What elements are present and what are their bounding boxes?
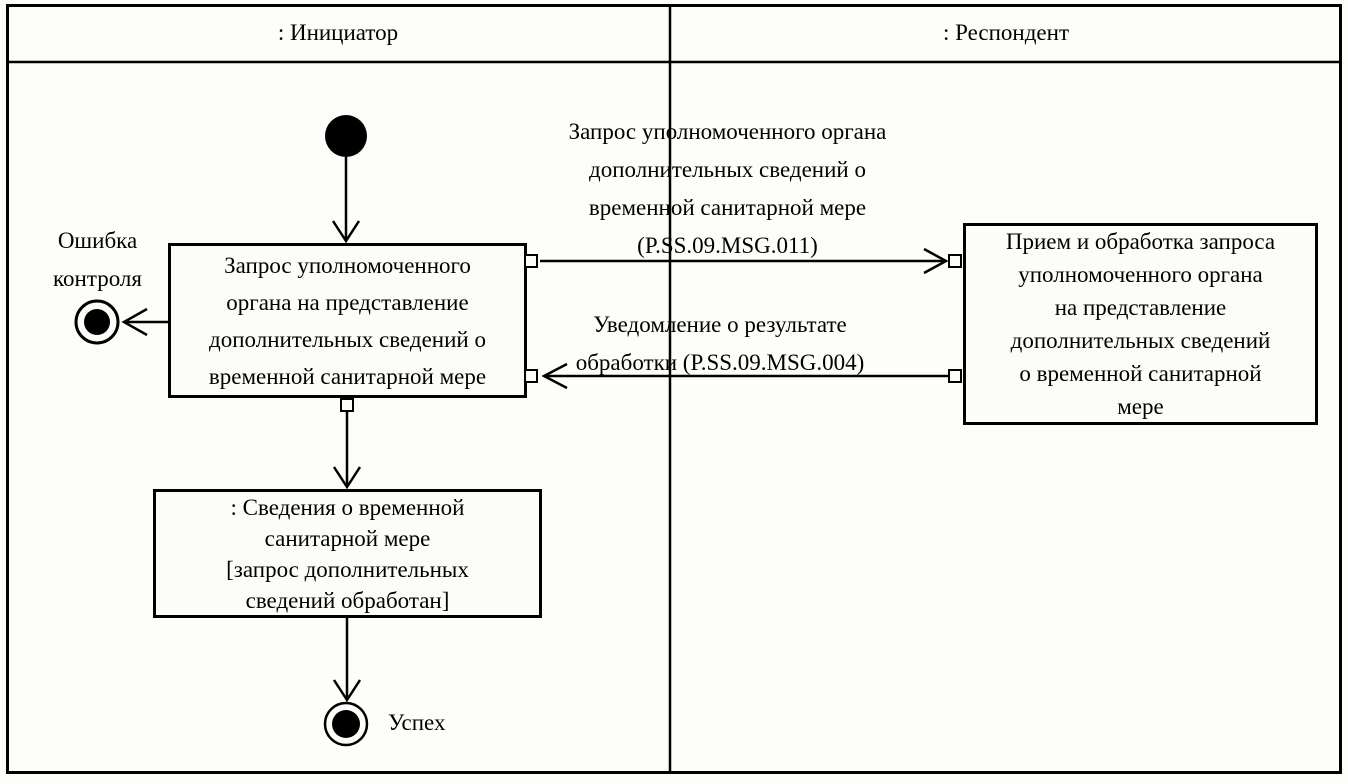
initial-node — [325, 115, 367, 157]
object-text-line: санитарной мере — [264, 525, 431, 551]
activity-text-line: дополнительных сведений о — [209, 326, 486, 352]
message-text-line: обработки (P.SS.09.MSG.004) — [575, 350, 865, 375]
connector-port-request-bottom — [340, 398, 354, 412]
message-text-line: Уведомление о результате — [593, 312, 847, 337]
activity-text-line: временной санитарной мере — [208, 363, 487, 389]
object-text-line: [запрос дополнительных — [226, 556, 469, 582]
activity-box-receive — [963, 223, 1318, 425]
error-final-label — [20, 222, 175, 298]
activity-text-line: дополнительных сведений — [1010, 328, 1271, 353]
activity-text-line: на представление — [1054, 295, 1227, 320]
object-box-temp-measure — [153, 489, 542, 618]
connector-port-receive-out — [948, 369, 962, 383]
activity-text-line: органа на представление — [226, 289, 469, 315]
label-text-line: Успех — [388, 710, 446, 735]
activity-text-line: мере — [1117, 394, 1164, 419]
message-text-line: Запрос уполномоченного органа — [568, 119, 887, 144]
activity-text-line: уполномоченного органа — [1018, 262, 1263, 287]
activity-text-line: Запрос уполномоченного — [224, 252, 471, 278]
final-node-success-core — [332, 710, 360, 738]
label-text-line: контроля — [53, 266, 142, 291]
connector-port-receive-in — [948, 254, 962, 268]
activity-text-line: о временной санитарной — [1019, 361, 1262, 386]
object-text-line: : Сведения о временной — [230, 494, 465, 520]
swimlane-label: : Инициатор — [277, 20, 399, 45]
label-text-line: Ошибка — [57, 228, 138, 253]
message-label-request — [505, 113, 950, 265]
swimlane-label: : Респондент — [942, 20, 1069, 45]
activity-text-line: Прием и обработка запроса — [1005, 229, 1276, 254]
message-label-result — [515, 306, 925, 382]
message-text-line: (P.SS.09.MSG.011) — [637, 233, 818, 258]
object-text-line: сведений обработан] — [245, 587, 450, 613]
swimlane-header-respondent — [670, 4, 1342, 62]
activity-box-request — [168, 243, 527, 398]
message-text-line: временной санитарной мере — [588, 195, 867, 220]
final-node-error-core — [84, 309, 110, 335]
success-final-label — [388, 710, 518, 736]
swimlane-header-initiator — [6, 4, 670, 62]
message-text-line: дополнительных сведений о — [589, 157, 866, 182]
